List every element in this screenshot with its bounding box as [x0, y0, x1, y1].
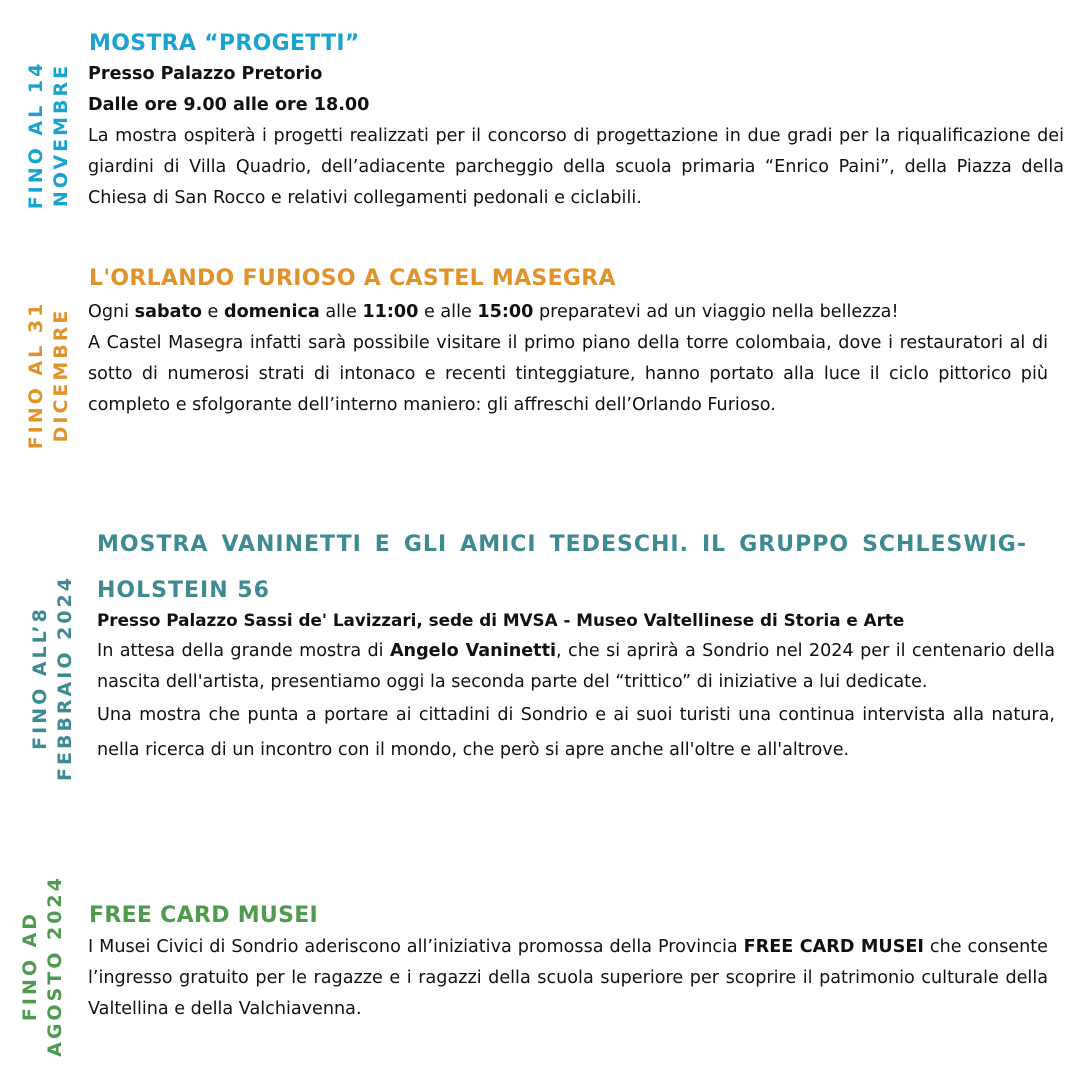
intro-text: preparatevi ad un viaggio nella bellezza!	[533, 302, 899, 322]
date-line: FINO AL 14	[25, 60, 47, 210]
event-hours: Dalle ore 9.00 alle ore 18.00	[88, 95, 370, 115]
event-title: MOSTRA “PROGETTI”	[89, 31, 360, 56]
event-description: A Castel Masegra infatti sarà possibile visitare il primo piano della torre colombaia, dove i restauratori al di sotto di numerosi strati di intonaco e recenti tinteggiature, hanno portato alla luce il ciclo pittorico più completo e sfolgorante dell’interno maniero: gli affreschi dell’Orlando Furioso.	[88, 333, 1048, 415]
event-date-label	[28, 563, 82, 793]
date-line: NOVEMBRE	[50, 62, 72, 208]
date-line: DICEMBRE	[50, 307, 72, 443]
event-body	[88, 932, 1048, 1025]
desc-text: che consente l’ingresso gratuito per le ragazze e i ragazzi della scuola superiore per scoprire il patrimonio culturale della Valtellina e della Valchiavenna.	[88, 937, 1048, 1019]
event-venue: Presso Palazzo Pretorio	[88, 64, 323, 84]
intro-text: e alle	[418, 302, 478, 322]
artist-name: Angelo Vaninetti	[389, 641, 557, 661]
event-body	[97, 605, 1055, 768]
date-line: AGOSTO 2024	[44, 875, 66, 1057]
date-line: FINO AD	[19, 910, 41, 1022]
intro-time: 15:00	[477, 302, 534, 322]
para-text: , che si aprirà a Sondrio nel 2024 per il centenario della nascita dell'artista, presentiamo oggi la seconda parte del “trittico” di iniziative a lui dedicate.	[97, 641, 1055, 692]
event-date-label	[24, 45, 74, 225]
intro-text: e	[201, 302, 224, 322]
intro-day: sabato	[134, 302, 202, 322]
date-line: FINO AL 31	[25, 300, 47, 450]
intro-text: alle	[319, 302, 363, 322]
desc-text: I Musei Civici di Sondrio aderiscono all’iniziativa promossa della Provincia	[88, 937, 744, 957]
event-date-label	[18, 861, 72, 1071]
intro-time: 11:00	[362, 302, 419, 322]
event-description: La mostra ospiterà i progetti realizzati per il concorso di progettazione in due gradi per la riqualificazione dei giardini di Villa Quadrio, dell’adiacente parcheggio della scuola primaria “Enrico Paini”, della Piazza della Chiesa di San Rocco e relativi collegamenti pedonali e ciclabili.	[88, 126, 1064, 208]
date-line: FEBBRAIO 2024	[54, 575, 76, 781]
free-card-name: FREE CARD MUSEI	[743, 937, 924, 957]
event-date-label	[24, 275, 74, 475]
intro-day: domenica	[223, 302, 320, 322]
event-paragraph	[97, 636, 1055, 698]
date-line: FINO ALL’8	[29, 606, 51, 750]
event-description	[88, 932, 1048, 1025]
event-title: L'ORLANDO FURIOSO A CASTEL MASEGRA	[89, 266, 616, 291]
event-title: MOSTRA VANINETTI E GLI AMICI TEDESCHI. IL GRUPPO SCHLESWIG-HOLSTEIN 56	[97, 532, 1027, 603]
event-body	[88, 297, 1048, 421]
event-intro	[88, 297, 1048, 328]
event-venue: Presso Palazzo Sassi de' Lavizzari, sede di MVSA - Museo Valtellinese di Storia e Arte	[97, 610, 905, 630]
para-text: In attesa della grande mostra di	[97, 641, 390, 661]
intro-text: Ogni	[88, 302, 135, 322]
event-body	[88, 59, 1064, 214]
event-paragraph: Una mostra che punta a portare ai cittadini di Sondrio e ai suoi turisti una continua intervista alla natura, nella ricerca di un incontro con il mondo, che però si apre anche all'oltre e all'altrove.	[97, 705, 1055, 760]
event-title: FREE CARD MUSEI	[89, 903, 319, 928]
